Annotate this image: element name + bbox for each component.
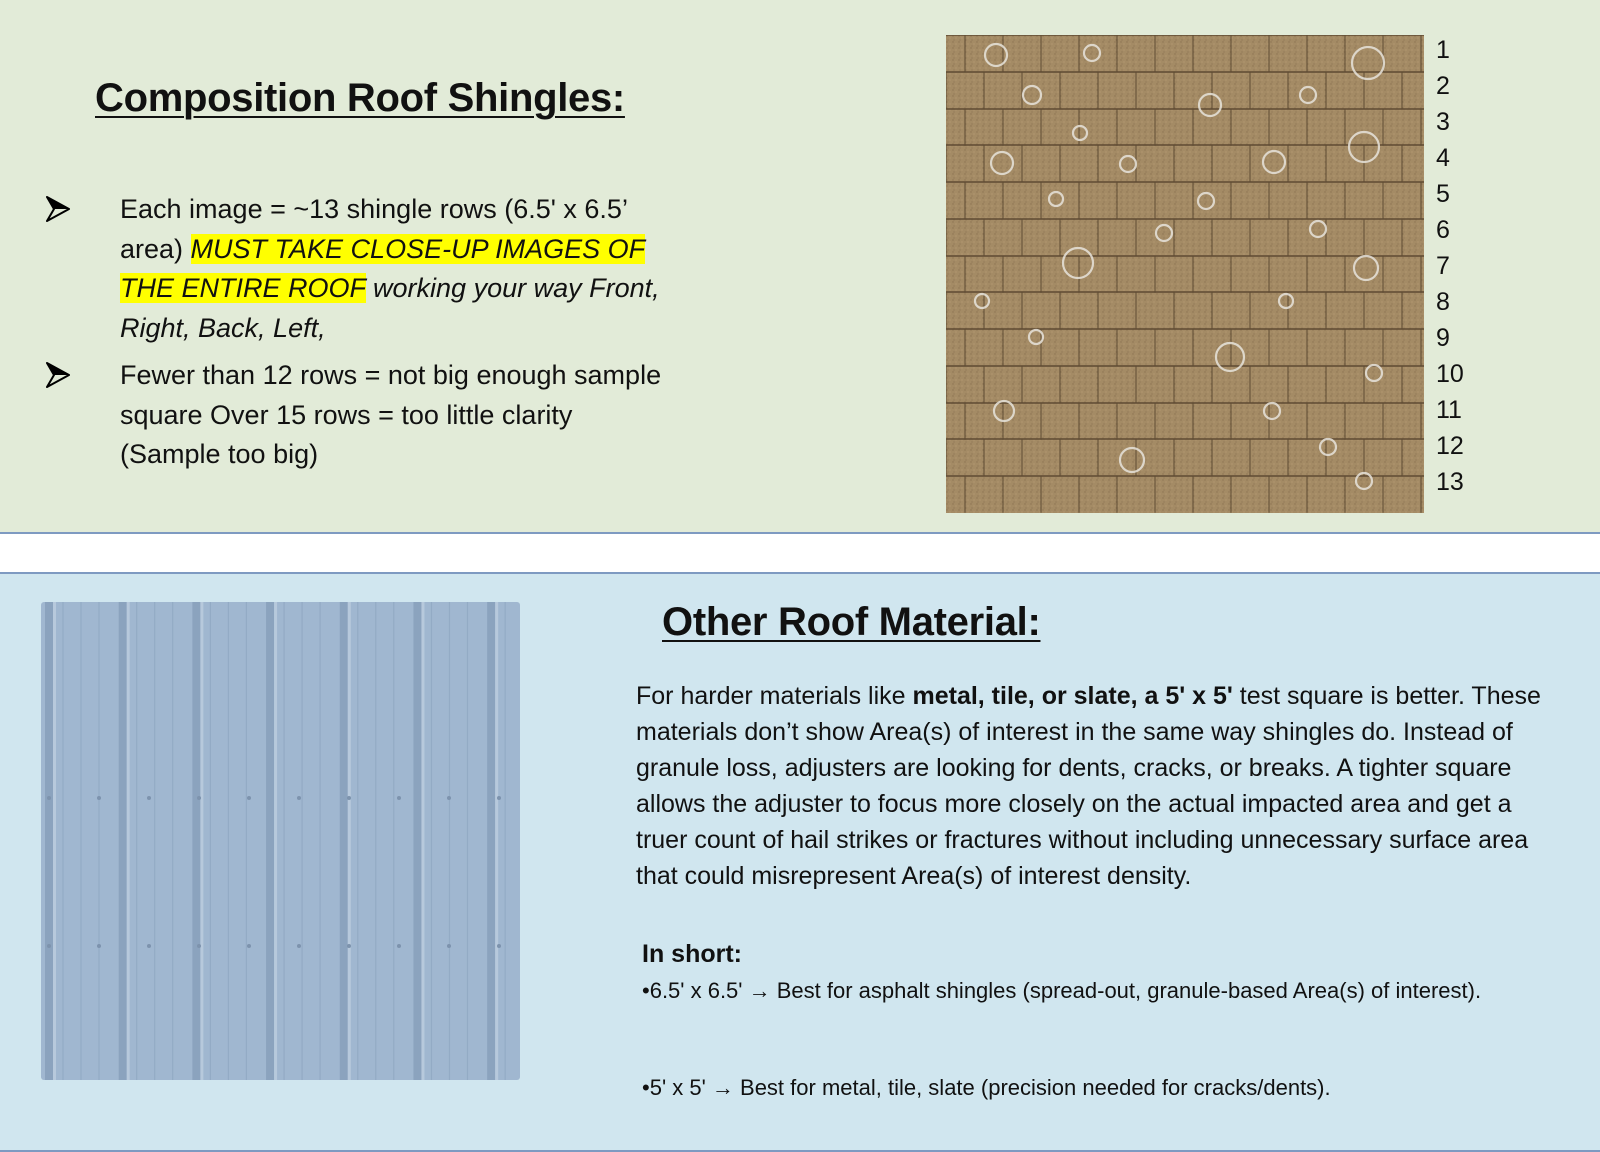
shingle-roof-image [946,35,1424,513]
highlighted-instruction: MUST TAKE CLOSE-UP IMAGES OF THE ENTIRE ROOF [120,233,646,303]
row-number: 2 [1436,72,1450,100]
arrowhead-bullet-icon [46,196,70,222]
in-short-heading: In short: [642,940,742,968]
metal-roof-image [41,602,520,1080]
description-start: For harder materials like [636,682,913,710]
row-number: 10 [1436,360,1464,388]
description-rest: test square is better. These materials don’t show Area(s) of interest in the same way shingles do. Instead of granule loss, adjusters are looking for dents, cracks, or breaks. A tighter square allows the adjuster to focus more closely on the actual impacted area and get a truer count of hail strikes or fractures without including unnecessary surface area that could misrepresent Area(s) of interest density. [636,682,1541,890]
row-number: 6 [1436,216,1450,244]
bullet-text-italic: working your way Front, Right, Back, Left, [120,273,660,343]
bullet-text-sample-size [120,190,680,348]
row-number: 12 [1436,432,1464,460]
in-short-item: •6.5' x 6.5' → Best for asphalt shingles (spread-out, granule-based Area(s) of interest). [642,978,1482,1003]
bullet-text-part: Each image = ~13 shingle rows (6.5' x 6.5’ area) [120,194,627,264]
bullet-text-row-count: Fewer than 12 rows = not big enough sample square Over 15 rows = too little clarity (Sample too big) [120,360,662,469]
row-number: 9 [1436,324,1450,352]
composition-title: Composition Roof Shingles: [95,76,625,120]
row-number: 7 [1436,252,1450,280]
other-material-description [636,678,1566,894]
row-number: 11 [1436,396,1462,424]
in-short-item: •5' x 5' → Best for metal, tile, slate (precision needed for cracks/dents). [642,1075,1331,1100]
arrowhead-bullet-icon [46,362,70,388]
row-number: 1 [1436,36,1450,64]
row-number: 13 [1436,468,1464,496]
row-number: 3 [1436,108,1450,136]
description-bold: metal, tile, or slate, a 5' x 5' [912,682,1233,710]
row-number: 8 [1436,288,1450,316]
other-material-title: Other Roof Material: [662,600,1041,644]
row-number: 4 [1436,144,1450,172]
row-number: 5 [1436,180,1450,208]
